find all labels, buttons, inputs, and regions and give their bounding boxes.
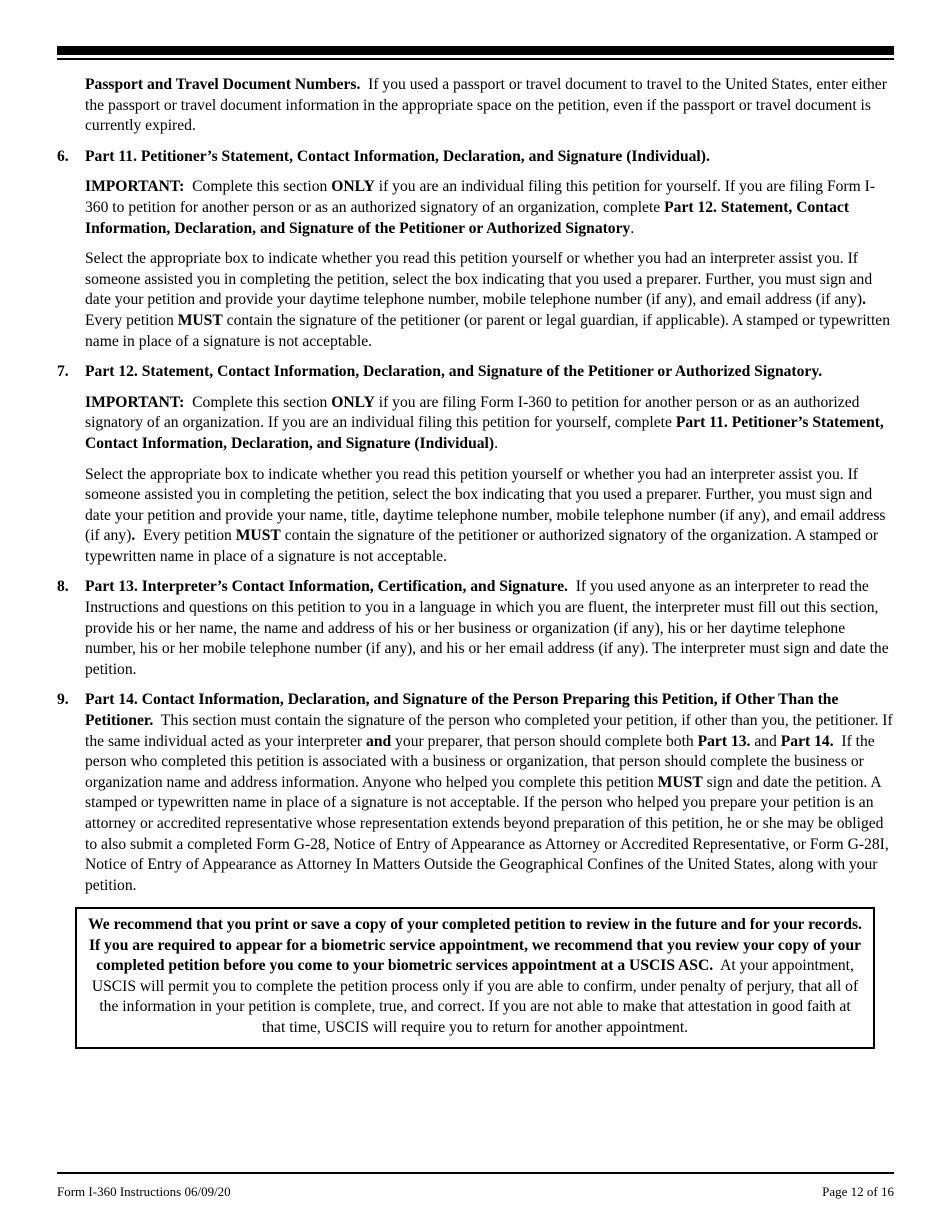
important-text: if you are an individual filing this petition for yourself. If you are filing Form I-360 to petition for another person or as an authorized signatory of an organization, complete xyxy=(85,178,876,216)
item-9-text: your preparer, that person should complete both xyxy=(395,732,694,750)
important-label: IMPORTANT: xyxy=(85,178,185,196)
important-text: Complete this section xyxy=(192,393,328,411)
important-end: . xyxy=(494,434,498,452)
recommendation-box xyxy=(75,907,875,1049)
item-6 xyxy=(57,147,897,352)
footer-page-number: Page 12 of 16 xyxy=(822,1184,894,1199)
item-6-select xyxy=(85,249,897,352)
important-end: . xyxy=(630,219,635,237)
item-9-bold: Part 13. xyxy=(697,732,751,750)
item-9-bold: Part 14. xyxy=(780,732,834,750)
select-text: contain the signature of the petitioner or authorized signatory of the organization. A stamped or typewritten name in place of a signature is not acceptable. xyxy=(85,527,879,565)
select-dot: . xyxy=(131,527,136,545)
item-6-heading: Part 11. Petitioner’s Statement, Contact Information, Declaration, and Signature (Individual). xyxy=(85,147,710,165)
item-7-important xyxy=(85,393,897,455)
select-text: Select the appropriate box to indicate whether you read this petition yourself or whether you had an interpreter assist you. If someone assisted you in completing the petition, select the box indicating that you used a preparer. Further, you must sign and date your petition and provide your name, title, daytime telephone number, mobile telephone number (if any), and email address (if any) xyxy=(85,465,886,545)
select-text: Every petition xyxy=(85,311,174,329)
item-9-bold: MUST xyxy=(657,773,703,791)
passport-paragraph xyxy=(85,75,897,137)
select-must: MUST xyxy=(235,527,281,545)
item-7-number: 7. xyxy=(57,363,69,381)
item-6-important xyxy=(85,177,897,239)
select-text: Every petition xyxy=(143,527,232,545)
item-9-text: sign and date the petition. A stamped or typewritten name in place of a signature is not acceptable. If the person who helped you prepare your petition is an attorney or accredited representative whose representation extends beyond preparation of this petition, he or she may be obliged to also submit a completed Form G-28, Notice of Entry of Appearance as Attorney or Accredited Representative, or Form G-28I, Notice of Entry of Appearance as Attorney In Matters Outside the Geographical Confines of the United States, along with your petition. xyxy=(85,773,889,894)
item-8-number: 8. xyxy=(57,578,69,596)
item-9-number: 9. xyxy=(57,691,69,709)
item-9-text: If the person who completed this petition is associated with a business or organization, that person should complete the business or organization name and address information. Anyone who helped you complete this petition xyxy=(85,732,875,791)
passport-text: If you used a passport or travel document to travel to the United States, enter either the passport or travel document information in the appropriate space on the petition, even if the passport or travel document is currently expired. xyxy=(85,76,887,135)
item-6-number: 6. xyxy=(57,147,69,165)
item-7-heading: Part 12. Statement, Contact Information, Declaration, and Signature of the Petitioner or Authorized Signatory. xyxy=(85,363,823,381)
select-text: Select the appropriate box to indicate whether you read this petition yourself or whether you had an interpreter assist you. If someone assisted you in completing the petition, select the box indicating that you used a preparer. Further, you must sign and date your petition and provide your daytime telephone number, mobile telephone number (if any), and email address (if any) xyxy=(85,250,873,309)
item-9-text: This section must contain the signature of the person who completed your petition, if other than you, the petitioner. If the same individual acted as your interpreter xyxy=(85,712,893,750)
item-9-text: and xyxy=(754,732,777,750)
important-text: Complete this section xyxy=(192,178,328,196)
item-9-bold: and xyxy=(366,732,392,750)
item-9-heading: Part 14. Contact Information, Declaration, and Signature of the Person Preparing this Petition, if Other Than the Petitioner. xyxy=(85,691,839,730)
footer-form-label: Form I-360 Instructions 06/09/20 xyxy=(57,1184,231,1199)
footer-rule xyxy=(57,1172,894,1174)
important-only: ONLY xyxy=(331,393,375,411)
recommendation-bold: We recommend that you print or save a copy of your completed petition to review in the future and for your records. If you are required to appear for a biometric service appointment, we recommend that you review your copy of your completed petition before you come to your biometric services appointment at a USCIS ASC. xyxy=(88,916,862,975)
item-7-select xyxy=(85,465,897,568)
important-text: if you are filing Form I-360 to petition for another person or as an authorized signatory of an organization. If you are an individual filing this petition for yourself, complete xyxy=(85,393,860,432)
select-dot: . xyxy=(862,291,866,309)
important-only: ONLY xyxy=(331,178,375,196)
select-must: MUST xyxy=(177,311,223,329)
item-8 xyxy=(57,577,897,680)
header-rule-thin xyxy=(57,58,894,60)
passport-heading: Passport and Travel Document Numbers. xyxy=(85,76,361,93)
header-rule-thick xyxy=(57,46,894,55)
select-text: contain the signature of the petitioner (or parent or legal guardian, if applicable). A stamped or typewritten name in place of a signature is not acceptable. xyxy=(85,311,891,350)
item-8-heading: Part 13. Interpreter’s Contact Information, Certification, and Signature. xyxy=(85,578,568,596)
important-part-ref: Part 12. Statement, Contact Information, Declaration, and Signature of the Petitioner or Authorized Signatory xyxy=(85,198,850,237)
important-part-ref: Part 11. Petitioner’s Statement, Contact Information, Declaration, and Signature (Individual) xyxy=(85,414,884,452)
recommendation-text: At your appointment, USCIS will permit you to complete the petition process only if you are able to confirm, under penalty of perjury, that all of the information in your petition is complete, true, and correct. If you are not able to make that attestation in good faith at that time, USCIS will require you to return for another appointment. xyxy=(91,957,859,1036)
item-8-text: If you used anyone as an interpreter to read the Instructions and questions on this petition to you in a language in which you are fluent, the interpreter must fill out this section, provide his or her name, the name and address of his or her business or organization (if any), his or her daytime telephone number, his or her mobile telephone number (if any), and his or her email address (if any). The interpreter must sign and date the petition. xyxy=(85,578,889,678)
item-7 xyxy=(57,362,897,567)
important-label: IMPORTANT: xyxy=(85,393,185,411)
item-9 xyxy=(57,690,897,896)
instructions-body xyxy=(57,75,897,906)
